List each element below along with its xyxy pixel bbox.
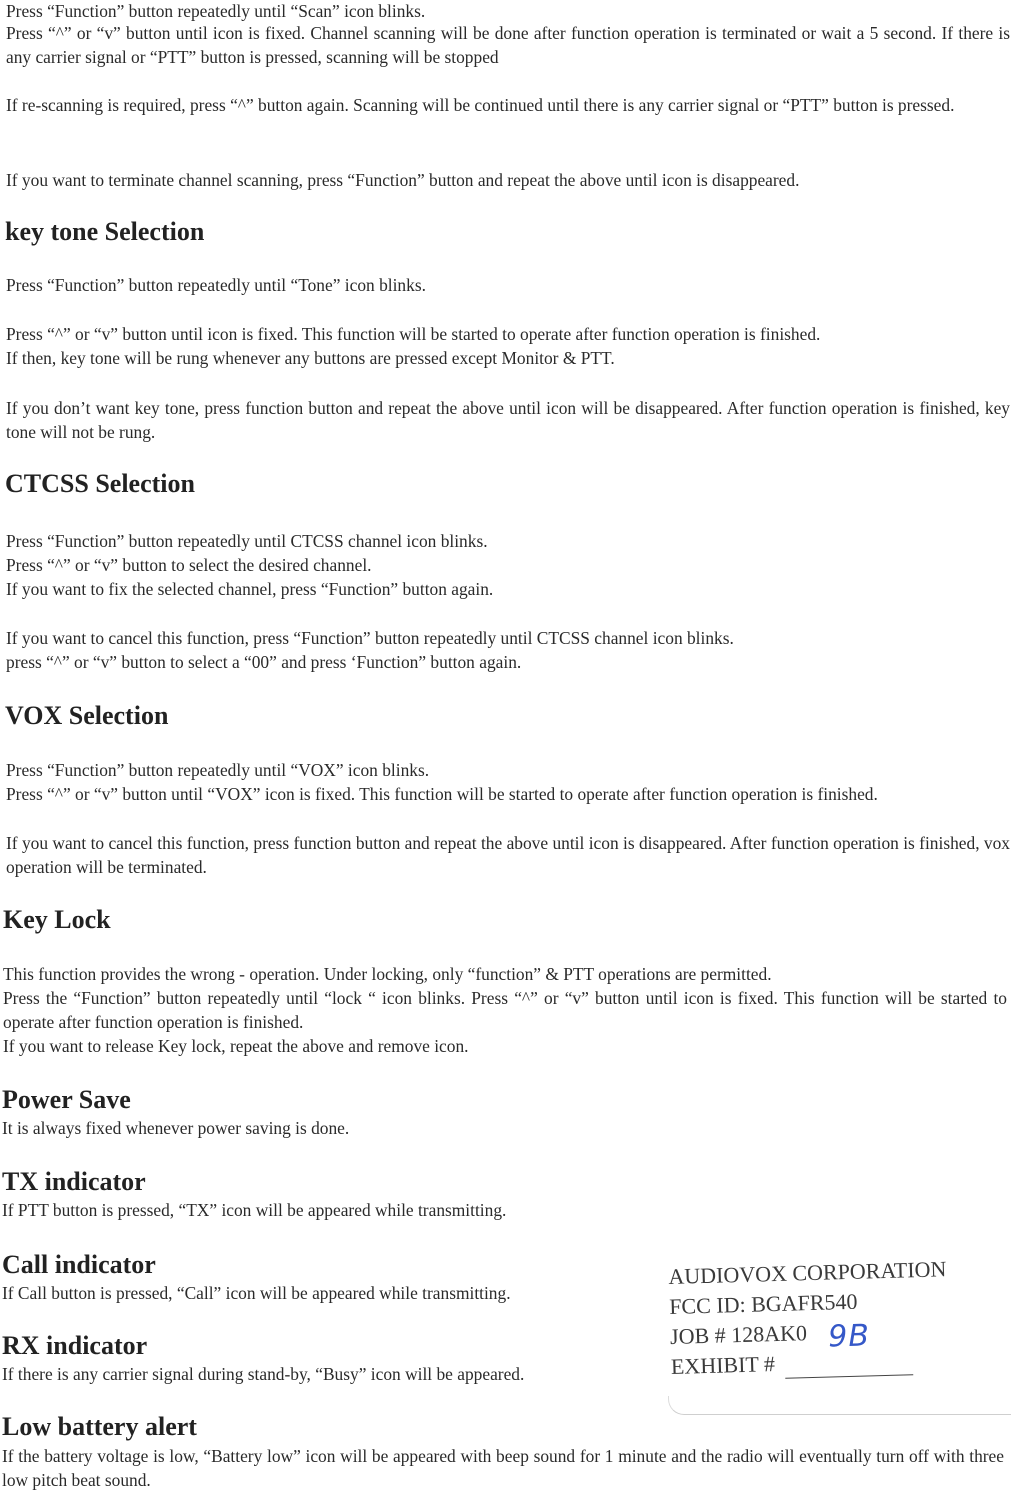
ctcss-cancel-step-1: If you want to cancel this function, press “Function” button repeatedly until CTCSS channel icon blinks. xyxy=(6,628,734,648)
power-save-heading: Power Save xyxy=(2,1085,131,1114)
key-lock-release: If you want to release Key lock, repeat the above and remove icon. xyxy=(3,1036,469,1056)
vox-heading: VOX Selection xyxy=(5,701,169,730)
low-battery-heading: Low battery alert xyxy=(2,1412,197,1441)
scan-step-1: Press “Function” button repeatedly until “Scan” icon blinks. xyxy=(6,1,426,21)
rx-indicator-text: If there is any carrier signal during stand-by, “Busy” icon will be appeared. xyxy=(2,1364,525,1384)
stamp-exhibit-value: 9B xyxy=(827,1318,871,1355)
low-battery-text: If the battery voltage is low, “Battery low” icon will be appeared with beep sound for 1 minute and the radio will eventually turn off with three low pitch beat sound. xyxy=(2,1446,1004,1490)
ctcss-step-2: Press “^” or “v” button to select the desired channel. xyxy=(6,555,372,575)
tx-indicator-text: If PTT button is pressed, “TX” icon will be appeared while transmitting. xyxy=(2,1200,507,1220)
key-lock-description: This function provides the wrong - operation. Under locking, only “function” & PTT operations are permitted. xyxy=(3,964,772,984)
key-tone-step-1: Press “Function” button repeatedly until “Tone” icon blinks. xyxy=(6,275,426,295)
scan-step-2: Press “^” or “v” button until icon is fixed. Channel scanning will be done after function operation is terminated or wait a 5 second. If there is any carrier signal or “PTT” button is pressed, scanning will be stopped xyxy=(6,23,1010,67)
key-tone-cancel-paragraph: If you don’t want key tone, press function button and repeat the above until icon will be disappeared. After function operation is finished, key tone will not be rung. xyxy=(6,398,1010,442)
ctcss-cancel-step-2: press “^” or “v” button to select a “00” and press ‘Function” button again. xyxy=(6,652,522,672)
rx-indicator-heading: RX indicator xyxy=(2,1331,148,1360)
stamp-exhibit-blank xyxy=(785,1318,914,1379)
stamp-fcc-id: FCC ID: BGAFR540 xyxy=(668,1288,858,1319)
scan-rescan-paragraph: If re-scanning is required, press “^” button again. Scanning will be continued until there is any carrier signal or “PTT” button is pressed. xyxy=(6,95,955,115)
stamp-job-number: JOB # 128AK0 xyxy=(669,1320,808,1349)
call-indicator-text: If Call button is pressed, “Call” icon will be appeared while transmitting. xyxy=(2,1283,511,1303)
vox-step-2: Press “^” or “v” button until “VOX” icon is fixed. This function will be started to operate after function operation is finished. xyxy=(6,784,878,804)
call-indicator-heading: Call indicator xyxy=(2,1250,156,1279)
exhibit-stamp xyxy=(668,1252,1013,1414)
ctcss-heading: CTCSS Selection xyxy=(5,469,195,498)
tx-indicator-heading: TX indicator xyxy=(2,1167,146,1196)
key-lock-step: Press the “Function” button repeatedly until “lock “ icon blinks. Press “^” or “v” button until icon is fixed. This function will be started to operate after function operation is finished. xyxy=(3,988,1007,1032)
stamp-company: AUDIOVOX CORPORATION xyxy=(668,1256,947,1289)
key-tone-step-3: If then, key tone will be rung whenever any buttons are pressed except Monitor & PTT. xyxy=(6,348,615,368)
ctcss-step-3: If you want to fix the selected channel, press “Function” button again. xyxy=(6,579,494,599)
vox-cancel-paragraph: If you want to cancel this function, press function button and repeat the above until icon is disappeared. After function operation is finished, vox operation will be terminated. xyxy=(6,833,1010,877)
ctcss-step-1: Press “Function” button repeatedly until CTCSS channel icon blinks. xyxy=(6,531,488,551)
scan-terminate-paragraph: If you want to terminate channel scanning, press “Function” button and repeat the above until icon is disappeared. xyxy=(6,170,800,190)
key-tone-heading: key tone Selection xyxy=(5,217,205,246)
vox-step-1: Press “Function” button repeatedly until “VOX” icon blinks. xyxy=(6,760,430,780)
key-lock-heading: Key Lock xyxy=(3,905,111,934)
power-save-text: It is always fixed whenever power saving is done. xyxy=(2,1118,350,1138)
key-tone-step-2: Press “^” or “v” button until icon is fixed. This function will be started to operate after function operation is finished. xyxy=(6,324,821,344)
stamp-exhibit-label: EXHIBIT # xyxy=(670,1351,776,1379)
